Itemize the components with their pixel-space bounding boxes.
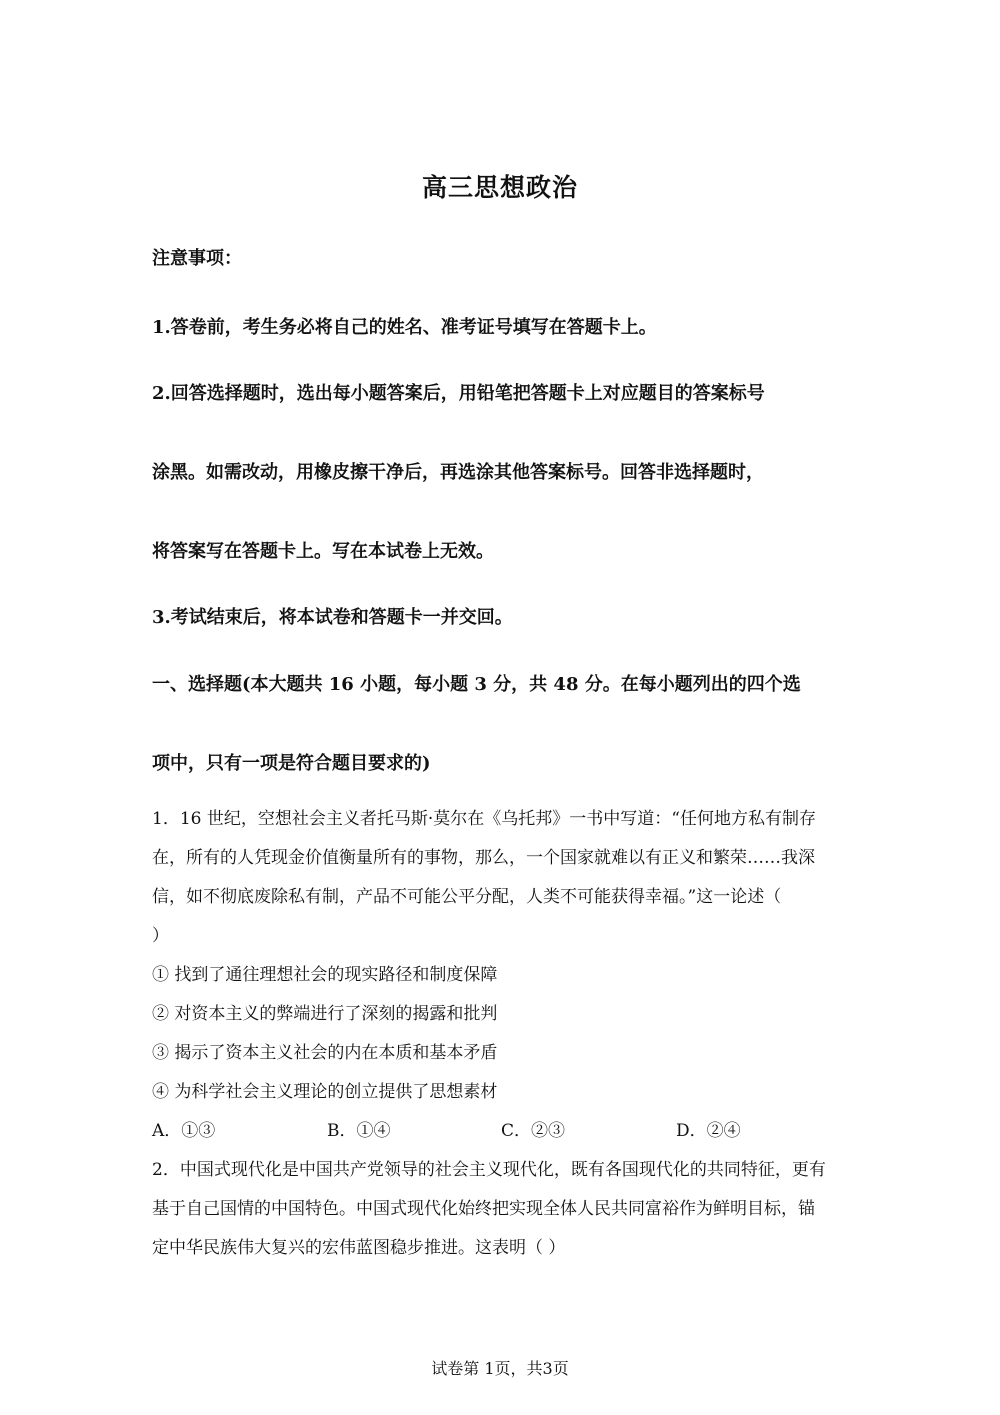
question-1-stem-line-2: 在，所有的人凭现金价值衡量所有的事物，那么，一个国家就难以有正义和繁荣……我深 (152, 848, 815, 868)
question-1-statement-2: ② 对资本主义的弊端进行了深刻的揭露和批判 (152, 1004, 498, 1024)
question-2-stem-line-1: 2．中国式现代化是中国共产党领导的社会主义现代化，既有各国现代化的共同特征，更有 (152, 1160, 826, 1180)
page-title: 高三思想政治 (421, 173, 578, 202)
question-1-stem-line-3: 信，如不彻底废除私有制，产品不可能公平分配，人类不可能获得幸福。”这一论述（ (152, 887, 782, 907)
question-1-statement-3: ③ 揭示了资本主义社会的内在本质和基本矛盾 (152, 1043, 498, 1063)
question-2-stem-line-3: 定中华民族伟大复兴的宏伟蓝图稳步推进。这表明（ ） (152, 1238, 566, 1258)
question-1-option-c: C．②③ (501, 1121, 566, 1141)
section-heading-line-2: 项中，只有一项是符合题目要求的) (152, 753, 431, 774)
question-1-option-a: A．①③ (152, 1121, 216, 1141)
question-1-option-b: B．①④ (327, 1121, 391, 1141)
notice-item-2-line-1: 2.回答选择题时，选出每小题答案后，用铅笔把答题卡上对应题目的答案标号 (152, 383, 765, 404)
notice-item-3: 3.考试结束后，将本试卷和答题卡一并交回。 (152, 607, 513, 628)
notice-item-2-line-3: 将答案写在答题卡上。写在本试卷上无效。 (152, 541, 494, 562)
question-1-option-d: D．②④ (676, 1121, 741, 1141)
notice-item-2-line-2: 涂黑。如需改动，用橡皮擦干净后，再选涂其他答案标号。回答非选择题时， (152, 462, 764, 483)
page-footer: 试卷第 1页，共3页 (431, 1359, 569, 1378)
notice-heading: 注意事项： (152, 248, 242, 269)
question-2-stem-line-2: 基于自己国情的中国特色。中国式现代化始终把实现全体人民共同富裕作为鲜明目标，锚 (152, 1199, 815, 1219)
question-1-statement-1: ① 找到了通往理想社会的现实路径和制度保障 (152, 965, 498, 985)
question-1-stem-line-4: ） (152, 926, 169, 946)
question-1-stem-line-1: 1．16 世纪，空想社会主义者托马斯·莫尔在《乌托邦》一书中写道：“任何地方私有制存 (152, 809, 816, 829)
section-heading-line-1: 一、选择题(本大题共 16 小题，每小题 3 分，共 48 分。在每小题列出的四个选 (152, 674, 801, 695)
question-1-statement-4: ④ 为科学社会主义理论的创立提供了思想素材 (152, 1082, 498, 1102)
notice-item-1: 1.答卷前，考生务必将自己的姓名、准考证号填写在答题卡上。 (152, 317, 657, 338)
